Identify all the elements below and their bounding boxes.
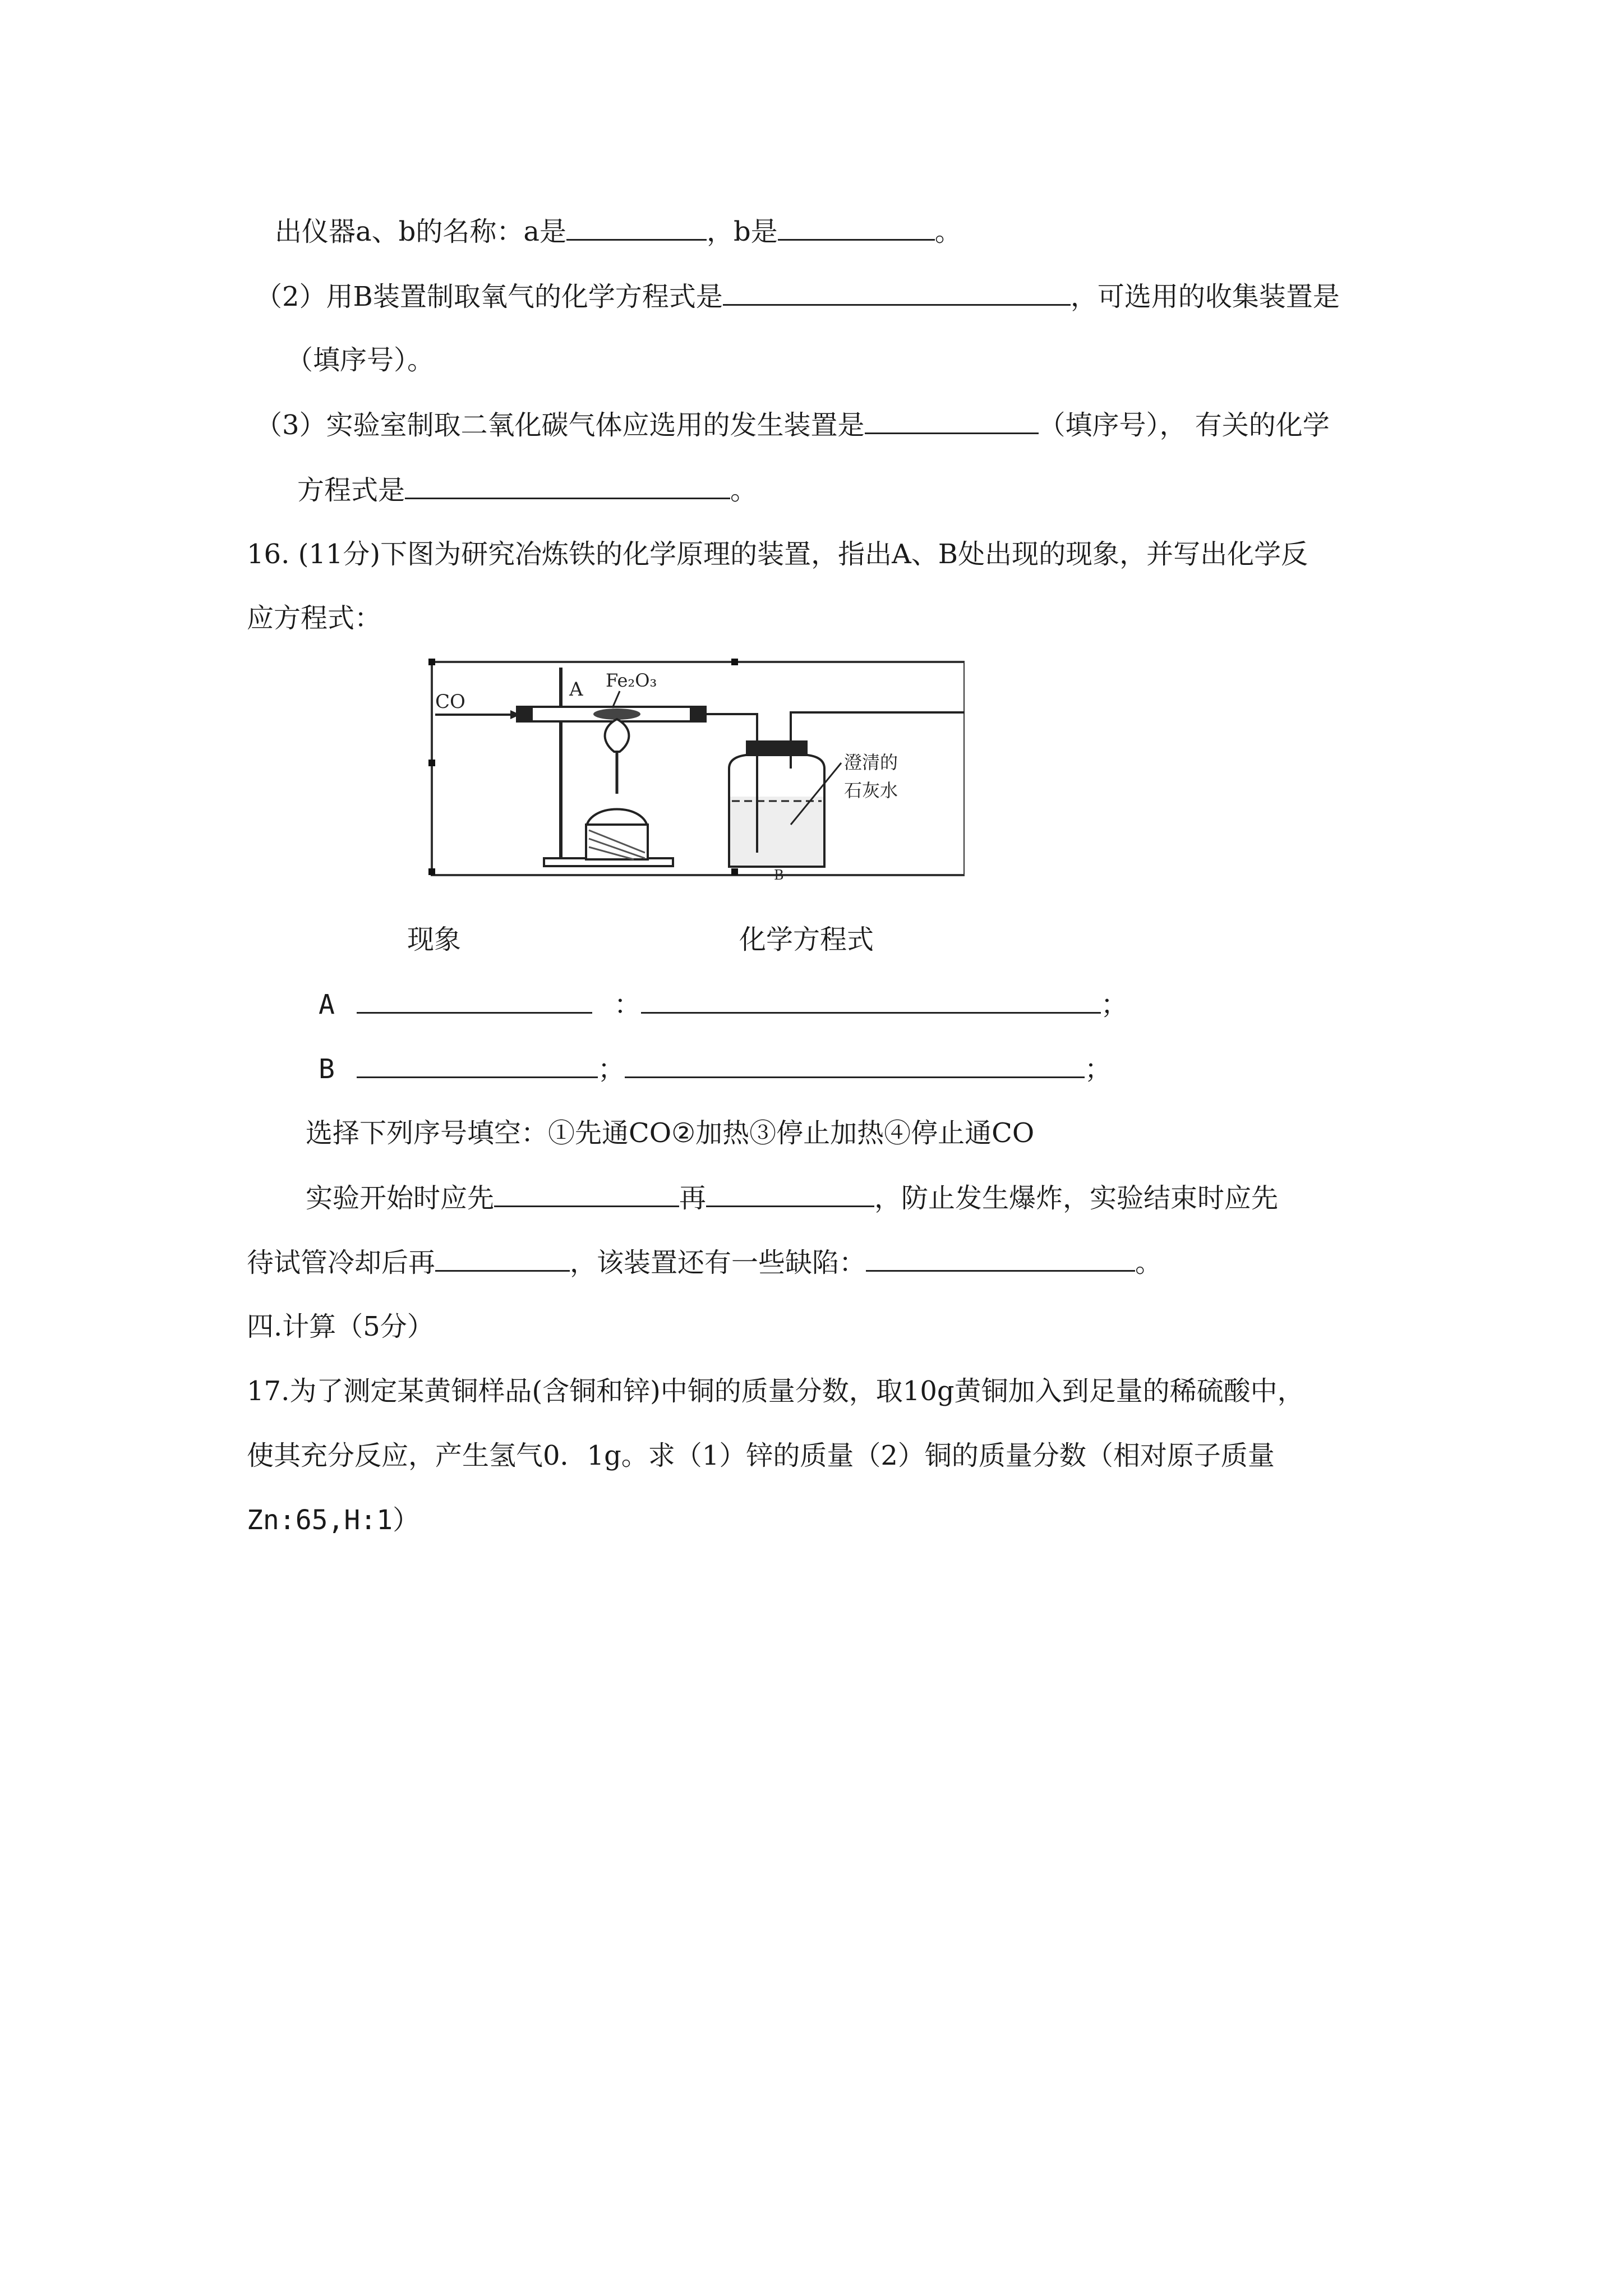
q14-sub2-line xyxy=(255,279,1340,314)
stopper-right xyxy=(690,706,707,723)
q14-line1-mid: ，b是 xyxy=(706,216,778,247)
start-sequence-line xyxy=(306,1181,1278,1215)
choice-line xyxy=(306,1116,1034,1150)
q17-text-1: 17.为了测定某黄铜样品(含铜和锌)中铜的质量分数，取10g黄铜加入到足量的稀硫酸中， xyxy=(247,1375,1304,1407)
row-b-end: ； xyxy=(1084,1053,1112,1085)
frame-handle xyxy=(428,868,435,875)
iron-smelting-apparatus-figure xyxy=(426,656,965,881)
q14-sub2-cont xyxy=(286,343,434,377)
q16-intro-line-2 xyxy=(247,601,381,635)
blank-co2-device[interactable] xyxy=(865,408,1039,434)
blank-start-first[interactable] xyxy=(494,1181,679,1207)
end-prefix: 待试管冷却后再 xyxy=(247,1247,436,1278)
col-phenomenon-label: 现象 xyxy=(407,924,462,955)
frame-handle xyxy=(731,659,738,665)
start-mid: 再 xyxy=(679,1182,707,1214)
q14-sub3-prefix: （3）实验室制取二氧化碳气体应选用的发生装置是 xyxy=(255,409,865,441)
blank-oxygen-equation[interactable] xyxy=(723,279,1071,306)
q16-intro-text-2: 应方程式： xyxy=(247,602,382,634)
label-a: A xyxy=(569,678,583,701)
label-co: CO xyxy=(435,691,465,713)
flame-icon xyxy=(605,719,629,752)
section-4-text: 四.计算（5分） xyxy=(247,1311,434,1342)
blank-b-phenomenon[interactable] xyxy=(357,1052,598,1078)
q14-line-1 xyxy=(275,214,962,249)
label-limewater-1: 澄清的 xyxy=(844,752,898,773)
q17-line-1 xyxy=(247,1374,1304,1408)
start-end: ，防止发生爆炸，实验结束时应先 xyxy=(874,1182,1279,1214)
q14-line1-prefix: 出仪器a、b的名称：a是 xyxy=(275,216,566,247)
blank-a-equation[interactable] xyxy=(641,987,1101,1014)
q14-sub3-mid: （填序号）， 有关的化学 xyxy=(1038,409,1330,441)
q17-line-2 xyxy=(247,1439,1275,1473)
row-a-label: A xyxy=(319,989,335,1020)
row-a-end: ； xyxy=(1100,989,1128,1020)
q14-sub3-line xyxy=(255,408,1330,442)
row-b-separator: ； xyxy=(597,1053,625,1085)
answer-row-a xyxy=(319,987,1128,1022)
q14-sub2-mid: ，可选用的收集装置是 xyxy=(1070,281,1340,312)
q16-intro-line-1 xyxy=(247,537,1308,571)
q14-sub2-cont-text: （填序号）。 xyxy=(286,344,435,376)
stopper-left xyxy=(516,706,533,723)
frame-handle xyxy=(428,659,435,665)
label-fe2o3: Fe₂O₃ xyxy=(606,670,657,691)
delivery-tube-out xyxy=(791,712,965,746)
q14-sub3-cont xyxy=(297,473,757,507)
q17-line-3 xyxy=(247,1503,419,1537)
section-4-heading xyxy=(247,1310,434,1343)
q17-text-3: Zn:65,H:1） xyxy=(247,1504,420,1536)
blank-b-equation[interactable] xyxy=(625,1052,1085,1078)
q14-sub3-cont-prefix: 方程式是 xyxy=(297,475,405,506)
frame-handle xyxy=(731,868,738,875)
answer-row-b xyxy=(319,1052,1112,1086)
start-prefix: 实验开始时应先 xyxy=(306,1182,495,1214)
q14-line1-end: 。 xyxy=(934,216,962,247)
bottle-stopper xyxy=(746,740,808,755)
col-phenomenon-header xyxy=(407,923,461,956)
blank-end-action[interactable] xyxy=(435,1245,570,1272)
q16-intro-text-1: 16. (11分)下图为研究冶炼铁的化学原理的装置，指出A、B处出现的现象，并写出化学反 xyxy=(247,539,1308,570)
q14-sub2-prefix: （2）用B装置制取氧气的化学方程式是 xyxy=(255,281,723,312)
q14-sub3-cont-end: 。 xyxy=(730,475,758,506)
row-b-label: B xyxy=(319,1053,335,1085)
row-a-separator: ： xyxy=(614,989,641,1020)
blank-co2-equation[interactable] xyxy=(405,473,730,499)
blank-defect[interactable] xyxy=(866,1245,1135,1272)
q17-text-2: 使其充分反应，产生氢气0．1g。求（1）锌的质量（2）铜的质量分数（相对原子质量 xyxy=(247,1440,1275,1471)
label-b: B xyxy=(774,867,784,881)
blank-b-name[interactable] xyxy=(778,214,935,241)
label-limewater-2: 石灰水 xyxy=(844,780,898,801)
end-mid: ，该装置还有一些缺陷： xyxy=(570,1247,866,1278)
col-equation-header xyxy=(739,923,874,956)
choice-text: 选择下列序号填空：①先通CO②加热③停止加热④停止通CO xyxy=(306,1117,1035,1149)
blank-a-phenomenon[interactable] xyxy=(357,987,592,1014)
frame-handle xyxy=(428,760,435,766)
end-end: 。 xyxy=(1135,1247,1163,1278)
blank-a-name[interactable] xyxy=(566,214,707,241)
limewater-liquid xyxy=(730,797,823,866)
col-equation-label: 化学方程式 xyxy=(739,924,874,955)
blank-start-second[interactable] xyxy=(706,1181,874,1207)
fe2o3-pointer xyxy=(612,691,620,708)
end-sequence-line xyxy=(247,1245,1162,1280)
